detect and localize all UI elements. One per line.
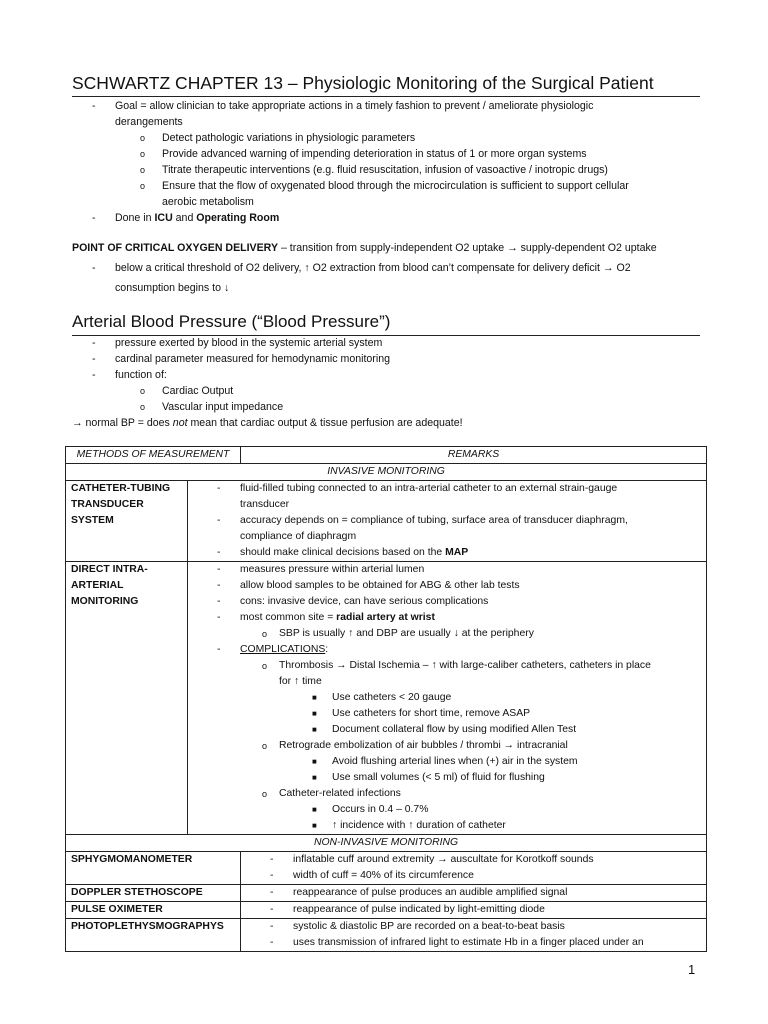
critical-oxygen-section — [0, 240, 768, 296]
table-row — [66, 919, 707, 952]
remarks-sphygmomanometer: - inflatable cuff around extremity → auscultate for Korotkoff sounds - width of cuff = 40% of its circumference — [241, 852, 707, 885]
table-row — [66, 481, 707, 562]
goal-subitem: o Ensure that the flow of oxygenated blood through the microcirculation is sufficient to support cellular — [140, 180, 629, 192]
method-photoplethysmography: PHOTOPLETHYSMOGRAPHYS — [66, 919, 241, 952]
method-pulse-oximeter: PULSE OXIMETER — [66, 902, 241, 919]
critical-bullet-cont: consumption begins to ↓ — [115, 282, 230, 294]
header-remarks: REMARKS — [241, 447, 707, 464]
header-methods: METHODS OF MEASUREMENT — [66, 447, 241, 464]
abp-subitem: o Cardiac Output — [140, 385, 234, 397]
table-row — [66, 852, 707, 885]
remarks-direct: - measures pressure within arterial lumen - allow blood samples to be obtained for ABG & other lab tests - cons: invasive device, can have serious complications - most common site = radial artery at wrist o SBP is usually ↑ and DBP are usually ↓ at the periphery - COMPLICATIONS: o Thrombosis → Distal Ischemia – ↑ with large-caliber catheters, catheters in place for ↑ time ■ Use catheters < 20 gauge ■ Use catheters for short time, remove ASAP ■ Document collateral flow by using modified Allen Test o Retrograde embolization of air bubbles / thrombi → intracranial ■ Avoid flushing arterial lines when (+) air in the system ■ Use small volumes (< 5 ml) of fluid for flushing o Catheter-related infections ■ Occurs in 0.4 – 0.7% ■ ↑ incidence with ↑ duration of catheter — [188, 562, 707, 835]
table-row — [66, 562, 707, 835]
remarks-pulse-oximeter: - reappearance of pulse indicated by light-emitting diode — [241, 902, 707, 919]
abp-note: → normal BP = does not mean that cardiac output & tissue perfusion are adequate! — [72, 417, 463, 429]
remarks-photoplethysmography: - systolic & diastolic BP are recorded on a beat-to-beat basis - uses transmission of infrared light to estimate Hb in a finger placed under an — [241, 919, 707, 952]
critical-bullet: - below a critical threshold of O2 delivery, ↑ O2 extraction from blood can’t compensate for delivery deficit → O2 — [92, 262, 631, 274]
table-section-row — [66, 464, 707, 481]
document-title: SCHWARTZ CHAPTER 13 – Physiologic Monitoring of the Surgical Patient — [72, 72, 700, 97]
table-row — [66, 902, 707, 919]
abp-bullet: - function of: — [92, 369, 167, 381]
goal-bullet-cont: derangements — [115, 116, 183, 128]
abp-bullet: - pressure exerted by blood in the systemic arterial system — [92, 337, 383, 349]
goal-subitem: o Detect pathologic variations in physiologic parameters — [140, 132, 416, 144]
section-noninvasive: NON-INVASIVE MONITORING — [66, 835, 707, 852]
table-section-row — [66, 835, 707, 852]
method-direct-intra-arterial: DIRECT INTRA- ARTERIAL MONITORING — [66, 562, 188, 835]
critical-definition: POINT OF CRITICAL OXYGEN DELIVERY – transition from supply-independent O2 uptake → supply-dependent O2 uptake — [72, 242, 657, 254]
method-sphygmomanometer: SPHYGMOMANOMETER — [66, 852, 241, 885]
method-doppler: DOPPLER STETHOSCOPE — [66, 885, 241, 902]
goal-bullet: - Goal = allow clinician to take appropriate actions in a timely fashion to prevent / ameliorate physiologic — [92, 100, 594, 112]
remarks-doppler: - reappearance of pulse produces an audible amplified signal — [241, 885, 707, 902]
method-catheter: CATHETER-TUBING TRANSDUCER SYSTEM — [66, 481, 188, 562]
section-heading-arterial-bp: Arterial Blood Pressure (“Blood Pressure”) — [72, 311, 700, 336]
goal-subitem: o Provide advanced warning of impending deterioration in status of 1 or more organ systems — [140, 148, 587, 160]
abp-section — [0, 335, 768, 431]
done-bullet: - Done in ICU and Operating Room — [92, 212, 280, 224]
remarks-catheter: - fluid-filled tubing connected to an intra-arterial catheter to an external strain-gauge transducer - accuracy depends on = compliance of tubing, surface area of transducer diaphragm, compliance of diaphragm - should make clinical decisions based on the MAP — [188, 481, 707, 562]
goal-subitem: o Titrate therapeutic interventions (e.g. fluid resuscitation, infusion of vasoactive / inotropic drugs) — [140, 164, 608, 176]
table-header-row — [66, 447, 707, 464]
table-row — [66, 885, 707, 902]
abp-bullet: - cardinal parameter measured for hemodynamic monitoring — [92, 353, 390, 365]
page-number: 1 — [688, 962, 696, 977]
methods-table — [65, 446, 707, 952]
goal-section — [0, 98, 768, 226]
section-invasive: INVASIVE MONITORING — [66, 464, 707, 481]
abp-subitem: o Vascular input impedance — [140, 401, 284, 413]
goal-subitem-cont: aerobic metabolism — [162, 196, 254, 208]
